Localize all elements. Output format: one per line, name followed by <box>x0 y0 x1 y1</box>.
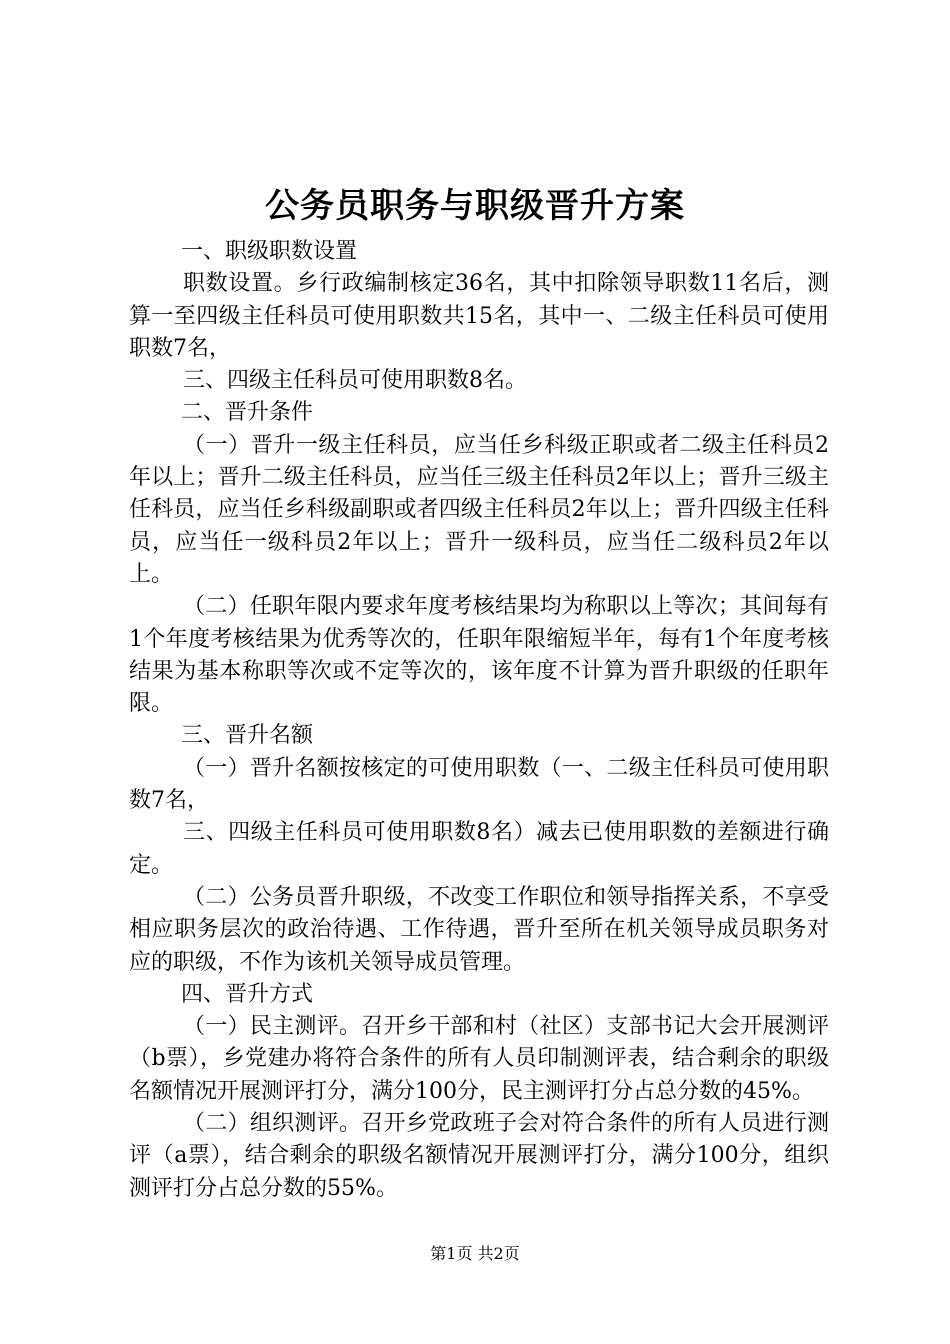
paragraph: （一）民主测评。召开乡干部和村（社区）支部书记大会开展测评（b票），乡党建办将符合条件的所有人员印制测评表，结合剩余的职级名额情况开展测评打分，满分100分，民主测评打分占总分数的45%。 <box>129 1014 829 1104</box>
paragraph: 职数设置。乡行政编制核定36名，其中扣除领导职数11名后，测算一至四级主任科员可使用职数共15名，其中一、二级主任科员可使用职数7名， <box>129 271 829 361</box>
document-body <box>129 236 829 1205</box>
section-heading-3: 三、晋升名额 <box>181 723 314 749</box>
section-heading-2: 二、晋升条件 <box>181 400 314 426</box>
paragraph: （一）晋升一级主任科员，应当任乡科级正职或者二级主任科员2年以上；晋升二级主任科员，应当任三级主任科员2年以上；晋升三级主任科员，应当任乡科级副职或者四级主任科员2年以上；晋升四级主任科员，应当任一级科员2年以上；晋升一级科员，应当任二级科员2年以上。 <box>129 432 829 587</box>
paragraph: （二）组织测评。召开乡党政班子会对符合条件的所有人员进行测评（a票），结合剩余的职级名额情况开展测评打分，满分100分，组织测评打分占总分数的55%。 <box>129 1111 829 1201</box>
document-title: 公务员职务与职级晋升方案 <box>265 186 685 226</box>
paragraph: （二）公务员晋升职级，不改变工作职位和领导指挥关系，不享受相应职务层次的政治待遇、工作待遇，晋升至所在机关领导成员职务对应的职级，不作为该机关领导成员管理。 <box>129 884 829 975</box>
section-heading-1: 一、职级职数设置 <box>181 239 358 264</box>
paragraph: 三、四级主任科员可使用职数8名。 <box>183 368 527 394</box>
section-heading-4: 四、晋升方式 <box>181 981 314 1007</box>
paragraph: 三、四级主任科员可使用职数8名）减去已使用职数的差额进行确定。 <box>129 820 829 878</box>
paragraph: （一）晋升名额按核定的可使用职数（一、二级主任科员可使用职数7名， <box>129 755 829 814</box>
page-footer: 第1页 共2页 <box>430 1244 520 1263</box>
paragraph: （二）任职年限内要求年度考核结果均为称职以上等次；其间每有1个年度考核结果为优秀等次的，任职年限缩短半年，每有1个年度考核结果为基本称职等次或不定等次的，该年度不计算为晋升职级的任职年限。 <box>129 594 829 717</box>
